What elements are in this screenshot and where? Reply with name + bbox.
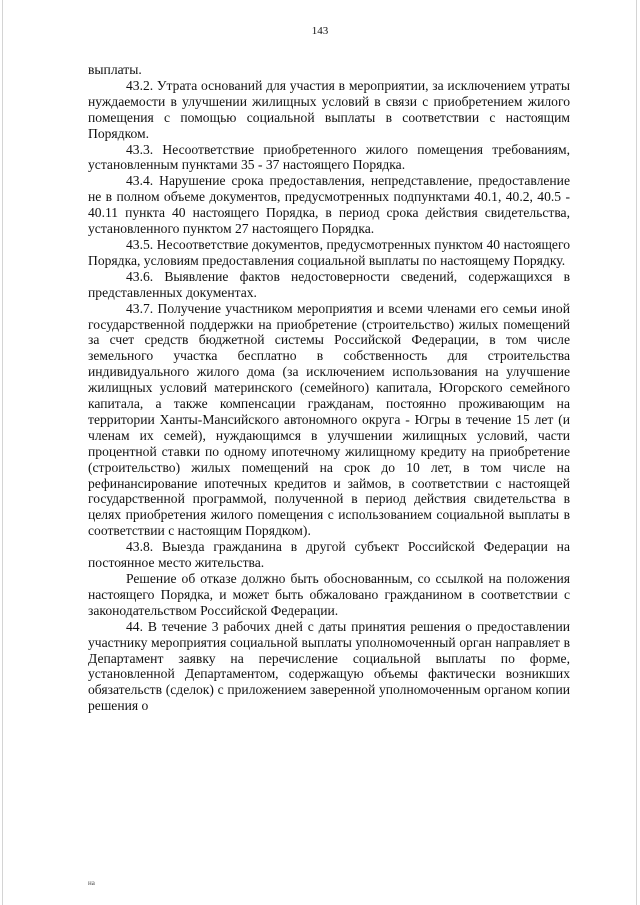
paragraph-43-5: 43.5. Несоответствие документов, предусмотренных пунктом 40 настоящего Порядка, условиям предоставления социальной выплаты по настоящему Порядку. — [88, 236, 570, 268]
paragraph-43-8: 43.8. Выезда гражданина в другой субъект Российской Федерации на постоянное место жительства. — [88, 539, 570, 571]
document-body — [88, 62, 570, 714]
paragraph-43-6: 43.6. Выявление фактов недостоверности сведений, содержащихся в представленных документах. — [88, 268, 570, 300]
footer-mark: на — [88, 879, 95, 887]
paragraph-44: 44. В течение 3 рабочих дней с даты принятия решения о предоставлении участнику мероприятия социальной выплаты уполномоченный орган направляет в Департамент заявку на перечисление социальной выплаты по форме, установленной Департаментом, содержащую объемы фактически возникших обязательств (сделок) с приложением заверенной уполномоченным органом копии решения о — [88, 618, 570, 714]
scan-edge-right — [636, 0, 637, 905]
paragraph-43-4: 43.4. Нарушение срока предоставления, непредставление, предоставление не в полном объеме документов, предусмотренных подпунктами 40.1, 40.2, 40.5 - 40.11 пункта 40 настоящего Порядка, в период срока действия свидетельства, установленного пунктом 27 настоящего Порядка. — [88, 173, 570, 237]
paragraph-43-2: 43.2. Утрата оснований для участия в мероприятии, за исключением утраты нуждаемости в улучшении жилищных условий в связи с приобретением жилого помещения с помощью социальной выплаты в соответствии с настоящим Порядком. — [88, 77, 570, 141]
scan-edge-left — [2, 0, 3, 905]
paragraph-continuation: выплаты. — [88, 62, 142, 77]
paragraph-refusal-decision: Решение об отказе должно быть обоснованным, со ссылкой на положения настоящего Порядка, и может быть обжаловано гражданином в соответствии с законодательством Российской Федерации. — [88, 571, 570, 618]
paragraph-43-7: 43.7. Получение участником мероприятия и всеми членами его семьи иной государственной поддержки на приобретение (строительство) жилых помещений за счет средств бюджетной системы Российской Федерации, в том числе земельного участка бесплатно в собственность для строительства индивидуального жилого дома (за исключением использования на улучшение жилищных условий материнского (семейного) капитала, Югорского семейного капитала, а также компенсации гражданам, постоянно проживающим на территории Ханты-Мансийского автономного округа - Югры в течение 15 лет (и членам их семей), нуждающимся в улучшении жилищных условий, части процентной ставки по одному ипотечному жилищному кредиту на приобретение (строительство) жилых помещений на срок до 10 лет, в том числе на рефинансирование ипотечных кредитов и займов, в соответствии с настоящей государственной программой, полученной в период действия свидетельства в целях приобретения жилого помещения с использованием социальной выплаты в соответствии с настоящим Порядком). — [88, 300, 570, 539]
paragraph-43-3: 43.3. Несоответствие приобретенного жилого помещения требованиям, установленным пунктами 35 - 37 настоящего Порядка. — [88, 141, 570, 173]
page-number: 143 — [311, 25, 329, 37]
